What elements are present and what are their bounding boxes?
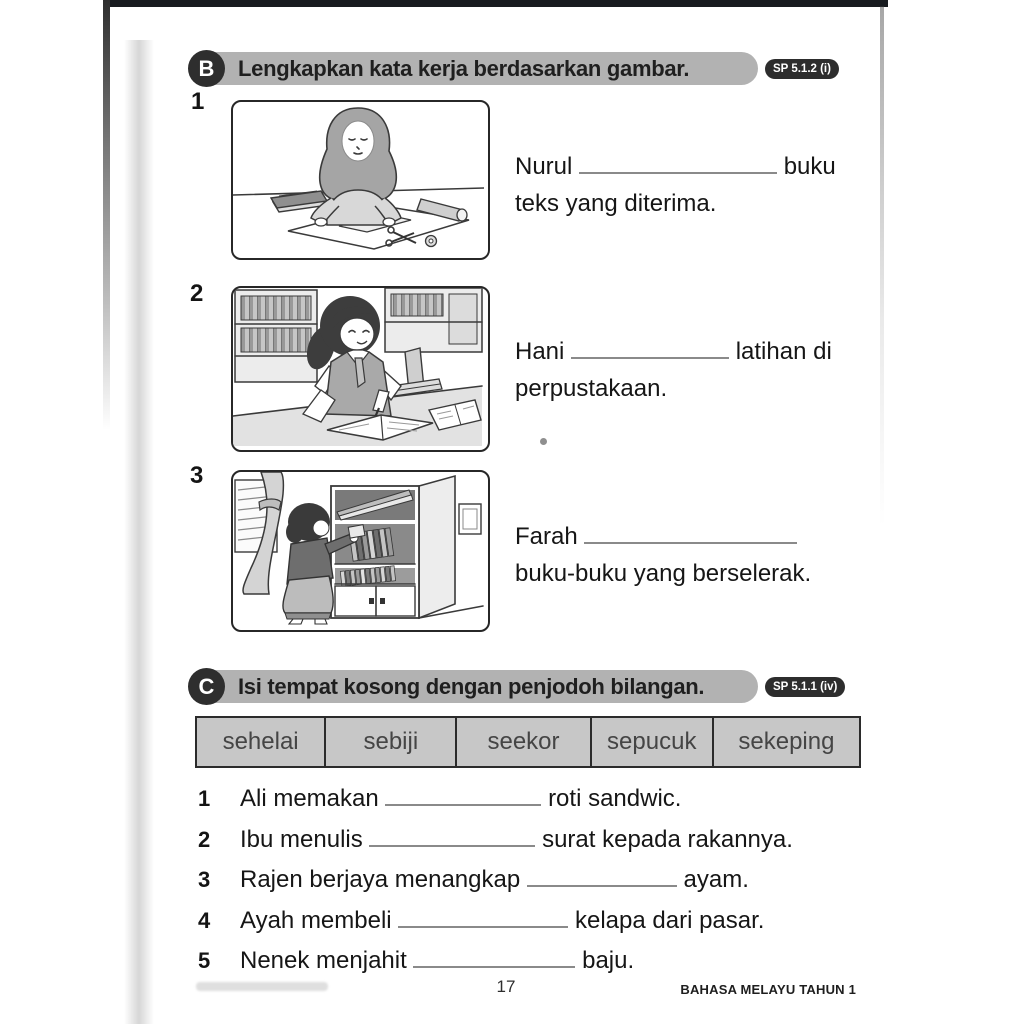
b-item-2-number: 2 bbox=[190, 280, 204, 307]
c-question-4-post: kelapa dari pasar. bbox=[574, 906, 765, 934]
illustration-arranging-bookshelf bbox=[233, 472, 484, 626]
b-item-2-sentence bbox=[515, 333, 863, 407]
c-question-3-number: 3 bbox=[198, 867, 211, 892]
c-question-5-blank[interactable] bbox=[413, 946, 575, 968]
b-item-2-image bbox=[231, 286, 490, 452]
c-question-5-sentence bbox=[240, 946, 634, 975]
section-c-sp-code-badge: SP 5.1.1 (iv) bbox=[765, 677, 845, 697]
c-question-3-pre: Rajen berjaya menangkap bbox=[240, 866, 521, 893]
b-item-3-post: buku-buku yang berselerak. bbox=[515, 560, 812, 587]
section-c-title-bar bbox=[206, 670, 758, 703]
c-question-4-blank[interactable] bbox=[398, 906, 568, 928]
b-item-1-number: 1 bbox=[191, 88, 205, 115]
section-c-questions bbox=[198, 784, 868, 987]
page-number: 17 bbox=[496, 977, 516, 996]
c-question-4-sentence bbox=[240, 906, 764, 935]
c-question-5-pre: Nenek menjahit bbox=[240, 947, 407, 974]
section-b-title-bar bbox=[206, 52, 758, 85]
scan-top-edge bbox=[108, 0, 888, 7]
c-question-1-post: roti sandwic. bbox=[548, 785, 682, 812]
scan-right-edge bbox=[880, 6, 884, 526]
c-question-2-number: 2 bbox=[198, 826, 211, 852]
c-question-4-pre: Ayah membeli bbox=[240, 906, 392, 934]
c-question-2-blank[interactable] bbox=[369, 825, 535, 847]
word-bank-option-sebiji: sebiji bbox=[324, 718, 455, 766]
b-item-2-post: latihan di perpustakaan. bbox=[515, 338, 832, 402]
b-item-3-blank[interactable] bbox=[584, 522, 797, 544]
section-c-header bbox=[188, 668, 845, 705]
b-item-3-sentence bbox=[515, 518, 863, 592]
c-question-5 bbox=[198, 946, 868, 980]
word-bank-option-sepucuk: sepucuk bbox=[590, 718, 712, 766]
c-question-4-number: 4 bbox=[198, 907, 211, 933]
section-b-title: Lengkapkan kata kerja berdasarkan gambar. bbox=[238, 55, 690, 81]
illustration-wrapping-textbook bbox=[233, 102, 484, 254]
c-question-4 bbox=[198, 906, 868, 940]
scan-dot-artifact bbox=[540, 438, 547, 445]
b-item-3-number: 3 bbox=[190, 462, 204, 489]
word-bank-option-sehelai: sehelai bbox=[222, 728, 299, 755]
section-c-title: Isi tempat kosong dengan penjodoh bilangan. bbox=[238, 673, 705, 699]
c-question-1-number: 1 bbox=[198, 786, 211, 811]
scan-left-edge bbox=[103, 0, 110, 430]
b-item-1-image bbox=[231, 100, 490, 260]
c-question-2-post: surat kepada rakannya. bbox=[542, 825, 793, 853]
word-bank-table bbox=[195, 716, 861, 768]
section-b-letter-badge: B bbox=[188, 50, 225, 87]
c-question-5-number: 5 bbox=[198, 948, 211, 973]
c-question-2 bbox=[198, 825, 868, 859]
c-question-2-pre: Ibu menulis bbox=[240, 825, 363, 853]
c-question-3 bbox=[198, 865, 868, 899]
c-question-3-sentence bbox=[240, 865, 749, 894]
b-item-2-blank[interactable] bbox=[571, 337, 729, 359]
c-question-1-blank[interactable] bbox=[385, 784, 541, 806]
c-question-5-post: baju. bbox=[582, 947, 635, 974]
b-item-3-pre: Farah bbox=[515, 523, 578, 550]
b-item-1-blank[interactable] bbox=[579, 152, 777, 174]
b-item-1-pre: Nurul bbox=[515, 153, 573, 180]
section-b-sp-code-badge: SP 5.1.2 (i) bbox=[765, 59, 839, 79]
section-b-header bbox=[188, 50, 839, 87]
word-bank-option-sekeping: sekeping bbox=[712, 718, 859, 766]
b-item-3-image bbox=[231, 470, 490, 632]
illustration-writing-in-library bbox=[233, 288, 484, 446]
word-bank-option-seekor: seekor bbox=[455, 718, 589, 766]
b-item-2-pre: Hani bbox=[515, 338, 565, 365]
c-question-1 bbox=[198, 784, 868, 818]
b-item-1-post: buku teks yang diterima. bbox=[515, 153, 836, 217]
c-question-3-post: ayam. bbox=[683, 866, 749, 893]
section-c-letter-badge: C bbox=[188, 668, 225, 705]
c-question-3-blank[interactable] bbox=[527, 865, 677, 887]
scan-gutter-shadow bbox=[124, 40, 154, 1024]
book-title-footer: BAHASA MELAYU TAHUN 1 bbox=[680, 982, 856, 997]
c-question-1-sentence bbox=[240, 784, 681, 813]
c-question-1-pre: Ali memakan bbox=[240, 785, 379, 812]
c-question-2-sentence bbox=[240, 825, 793, 854]
b-item-1-sentence bbox=[515, 148, 863, 222]
